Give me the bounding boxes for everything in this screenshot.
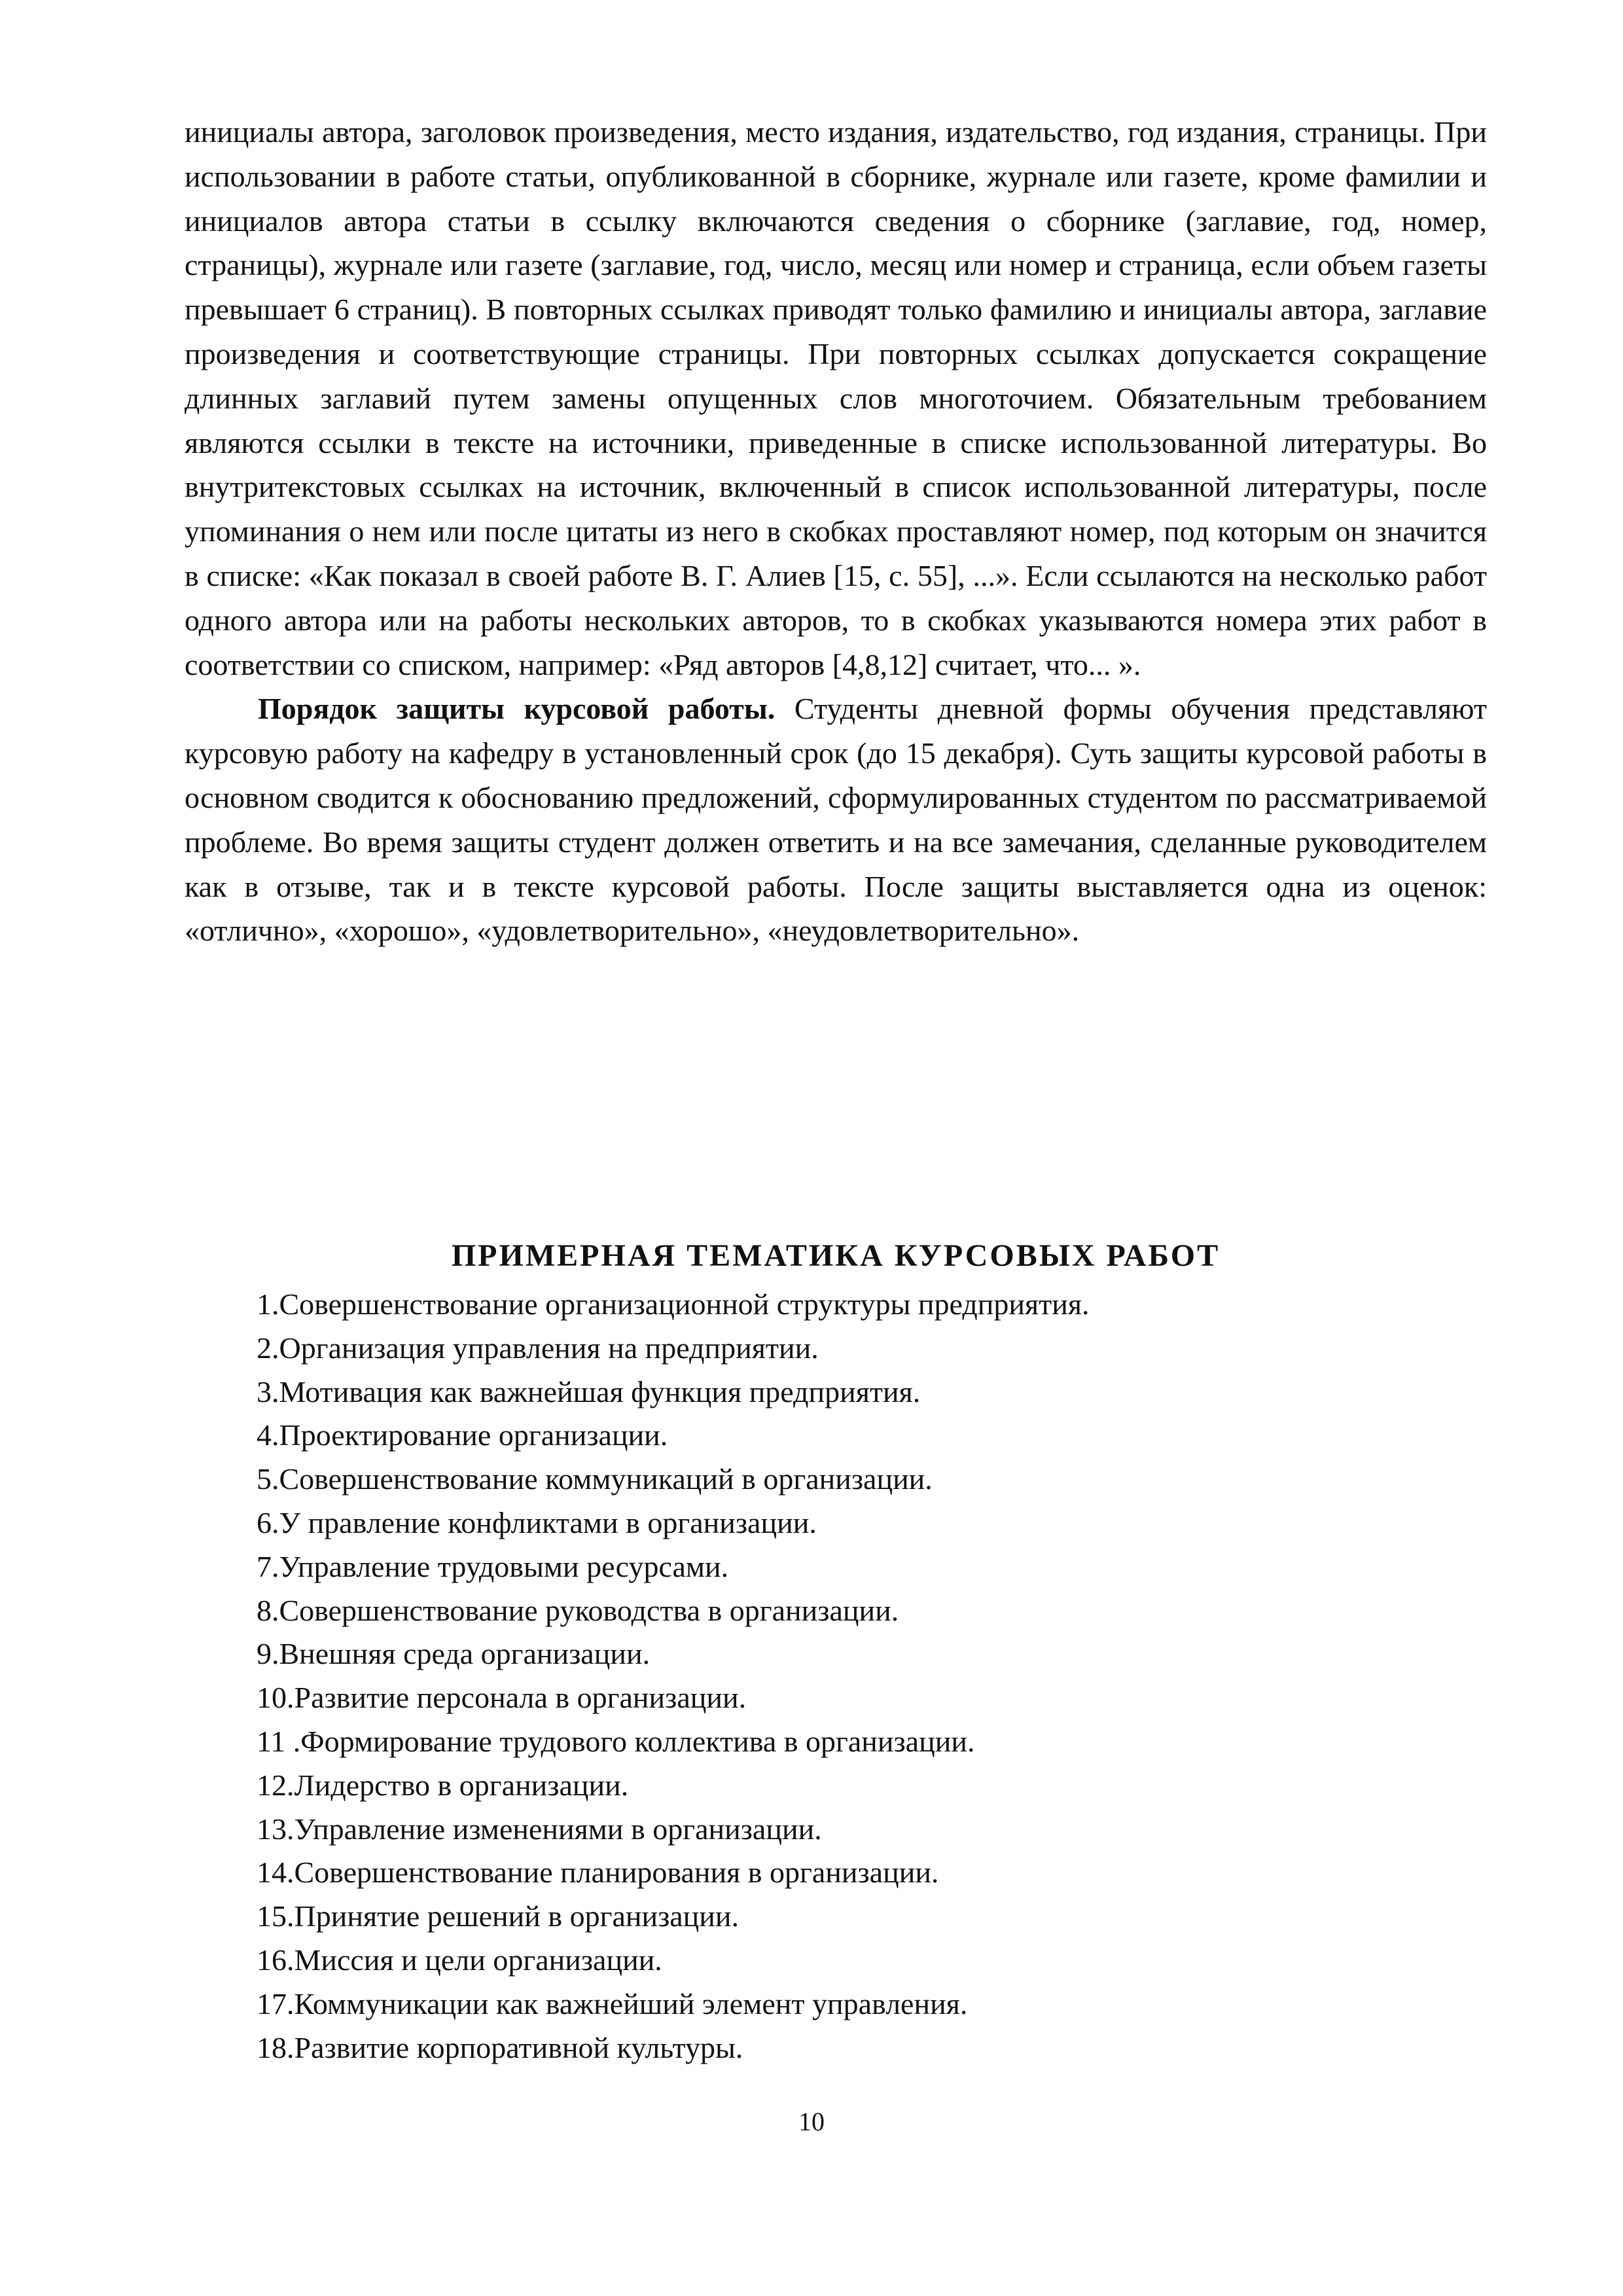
list-item: 18.Развитие корпоративной культуры. [257,2030,743,2064]
list-item: 7.Управление трудовыми ресурсами. [257,1549,729,1583]
list-item: 13.Управление изменениями в организации. [257,1812,822,1846]
list-item: 6.У правление конфликтами в организации. [257,1505,817,1539]
list-item: 4.Проектирование организации. [257,1418,668,1452]
paragraph-references: инициалы автора, заголовок произведения, место издания, издательство, год издания, страницы. При использовании в работе статьи, опубликованной в сборнике, журнале или газете, кроме фамилии и инициалов автора статьи в ссылку включаются сведения о сборнике (заглавие, год, номер, страницы), журнале или газете (заглавие, год, число, месяц или номер и страница, если объем газеты превышает 6 страниц). В повторных ссылках приводят только фамилию и инициалы автора, заглавие произведения и соответствующие страницы. При повторных ссылках допускается сокращение длинных заглавий путем замены опущенных слов многоточием. Обязательным требованием являются ссылки в тексте на источники, приведенные в списке использованной литературы. Во внутритекстовых ссылках на источник, включенный в список использованной литературы, после упоминания о нем или после цитаты из него в скобках проставляют номер, под которым он значится в списке: «Как показал в своей работе В. Г. Алиев [15, с. 55], ...». Если ссылаются на несколько работ одного автора или на работы нескольких авторов, то в скобках указываются номера этих работ в соответствии со списком, например: «Ряд авторов [4,8,12] считает, что... ». [185,115,1487,681]
section-title: ПРИМЕРНАЯ ТЕМАТИКА КУРСОВЫХ РАБОТ [451,1238,1221,1273]
list-item: 11 .Формирование трудового коллектива в организации. [257,1724,975,1758]
list-item: 3.Мотивация как важнейшая функция предприятия. [257,1374,921,1408]
list-item: 17.Коммуникации как важнейший элемент управления. [257,1986,968,2020]
list-item: 1.Совершенствование организационной структуры предприятия. [257,1287,1090,1321]
list-item: 14.Совершенствование планирования в организации. [257,1856,939,1890]
list-item: 2.Организация управления на предприятии. [257,1331,819,1365]
list-item: 5.Совершенствование коммуникаций в организации. [257,1462,933,1496]
paragraph-body: Студенты дневной формы обучения представляют курсовую работу на кафедру в установленный срок (до 15 декабря). Суть защиты курсовой работы в основном сводится к обоснованию предложений, сформулированных студентом по рассматриваемой проблеме. Во время защиты студент должен ответить и на все замечания, сделанные руководителем как в отзыве, так и в тексте курсовой работы. После защиты выставляется одна из оценок: «отлично», «хорошо», «удовлетворительно», «неудовлетворительно». [185,692,1488,948]
page-number: 10 [798,2107,825,2136]
list-item: 9.Внешняя среда организации. [257,1637,651,1671]
list-item: 15.Принятие решений в организации. [257,1899,740,1933]
list-item: 12.Лидерство в организации. [257,1768,629,1802]
paragraph-lead-heading: Порядок защиты курсовой работы. [258,692,776,726]
topics-list [257,1283,1090,2070]
list-item: 16.Миссия и цели организации. [257,1943,662,1977]
body-text [185,110,1487,953]
paragraph-defense-procedure [185,687,1487,953]
list-item: 8.Совершенствование руководства в организации. [257,1593,899,1627]
list-item: 10.Развитие персонала в организации. [257,1681,747,1715]
